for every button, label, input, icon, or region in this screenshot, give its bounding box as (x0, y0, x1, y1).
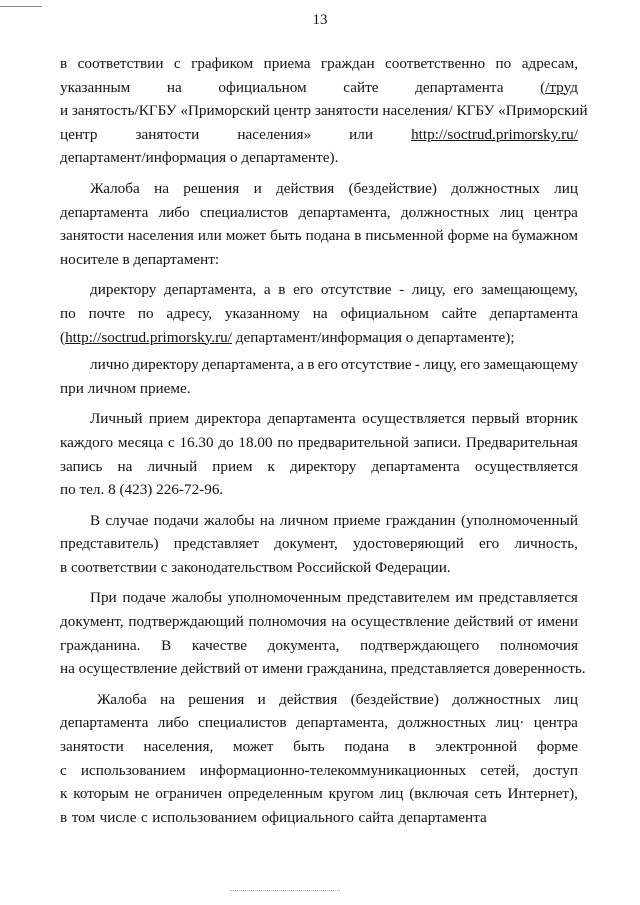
paragraph-gap (60, 400, 578, 407)
word: не (134, 785, 150, 803)
link-text[interactable]: http://soctrud.primorsky.ru/ (411, 125, 578, 143)
word: центра (533, 714, 578, 732)
word: может (225, 227, 267, 245)
word: запись (60, 457, 103, 475)
word: гражданин (385, 511, 456, 529)
word: доступ (533, 761, 578, 779)
word: лиц (379, 785, 404, 803)
word: им (455, 589, 474, 607)
paragraph-gap (60, 502, 578, 509)
text-line (60, 146, 578, 170)
word: его (453, 281, 474, 299)
text-line (60, 782, 578, 806)
text-line (60, 302, 578, 326)
text-line (60, 407, 578, 431)
word: сайте (343, 78, 379, 96)
word: или (197, 227, 222, 245)
word: директора (195, 410, 262, 428)
word: личном (279, 511, 329, 529)
word: должностных (452, 690, 541, 708)
word: лиц (554, 690, 578, 708)
word: Предварительная (465, 433, 578, 451)
word: действий (454, 613, 514, 631)
text-line (60, 123, 578, 147)
text-line (60, 610, 578, 634)
word: решения (188, 690, 245, 708)
word: первый (471, 410, 520, 428)
text-line (60, 431, 578, 455)
paragraph (60, 177, 578, 271)
word: лиц (499, 203, 524, 221)
word: лицу, (411, 281, 446, 299)
text-line (60, 278, 578, 302)
text-line (60, 532, 578, 556)
word: в соответствии с законодательством Российской Федерации. (60, 558, 451, 576)
word: специалистов (199, 203, 289, 221)
word: граждан (320, 55, 375, 72)
word: (включая (409, 785, 469, 803)
word: числе (99, 808, 137, 826)
word: приеме (333, 511, 381, 529)
word: на (259, 511, 275, 529)
word: по тел. 8 (423) 226-72-96. (60, 481, 224, 499)
word: использованием (152, 808, 258, 826)
word: департамента, (164, 281, 257, 299)
text-line (60, 52, 578, 76)
word: по (60, 304, 76, 322)
word: или (349, 125, 373, 143)
word: документа, (267, 636, 340, 654)
word: либо (157, 714, 189, 732)
word: с (173, 55, 181, 72)
word: его (479, 535, 500, 553)
text-line (60, 99, 588, 123)
word: ограничен (155, 785, 223, 803)
word: на (492, 227, 508, 245)
word: департамента (60, 714, 149, 732)
word: лицу, (423, 356, 457, 374)
paragraph (60, 586, 586, 680)
text-line (60, 76, 578, 100)
text-line (60, 759, 578, 783)
word: Жалоба (97, 690, 147, 708)
word: лиц (554, 179, 578, 197)
word: с (167, 433, 175, 451)
paragraph (60, 688, 578, 830)
word: к (60, 785, 68, 803)
text-line (60, 634, 578, 658)
text-line (60, 657, 586, 681)
text-line (60, 248, 578, 272)
word: официальном (218, 78, 307, 96)
word: адресу, (166, 304, 212, 322)
word: лично (90, 356, 130, 374)
link-text[interactable]: (/труд (540, 78, 578, 96)
word: каждого (60, 433, 114, 451)
word: замещающему, (481, 281, 578, 299)
word: и (257, 690, 266, 708)
paragraph-gap (60, 681, 578, 688)
word: предварительной (297, 433, 409, 451)
word: 18.00 (238, 433, 273, 451)
word: населения, (143, 738, 214, 756)
word: сеть (474, 785, 502, 803)
word: на (160, 690, 175, 708)
word: форме (536, 738, 578, 756)
word: от (518, 613, 533, 631)
word: в (60, 808, 68, 826)
word: отсутствие (341, 356, 412, 374)
word: осуществление (350, 613, 450, 631)
word: отсутствие (320, 281, 392, 299)
word: гражданина. (60, 636, 141, 654)
word: (бездействие) (348, 179, 437, 197)
word: - (414, 356, 420, 374)
word: на (166, 78, 182, 96)
paragraph (60, 353, 578, 400)
word: представителем (346, 589, 450, 607)
word: департамента, (201, 356, 295, 374)
word: департамента (415, 78, 504, 96)
word: (http://soctrud.primorsky.ru/ департамент/информация о департаменте); (60, 328, 515, 346)
word: осуществляется (474, 457, 578, 475)
word: быть (270, 227, 302, 245)
word: с (60, 761, 67, 779)
word: - (399, 281, 405, 299)
word: департамента, (298, 203, 391, 221)
word: департамента (398, 808, 487, 826)
text-line (60, 201, 578, 225)
text-line (60, 586, 578, 610)
word: записи. (413, 433, 462, 451)
word: по (137, 304, 154, 322)
text-line (60, 509, 578, 533)
word: подачи (153, 511, 199, 529)
word: в (307, 356, 315, 374)
word: представляет (173, 535, 259, 553)
word: удостоверяющий (353, 535, 464, 553)
paragraph-gap (60, 579, 578, 586)
scan-corner-line (0, 6, 42, 7)
scan-artifact-dots (230, 890, 340, 891)
word: (уполномоченный (460, 511, 578, 529)
paragraph (60, 52, 588, 170)
word: которым (73, 785, 129, 803)
link-text[interactable]: http://soctrud.primorsky.ru/ (65, 328, 232, 346)
paragraph (60, 278, 578, 349)
text-line (60, 377, 578, 401)
word: графиком (191, 55, 254, 72)
word: должностных (451, 179, 540, 197)
word: а (297, 356, 305, 374)
word: подтверждающего (360, 636, 480, 654)
word: почте (88, 304, 125, 322)
word: центра (533, 203, 578, 221)
word: прием (148, 410, 190, 428)
word: носителе в департамент: (60, 250, 220, 268)
word: В (161, 636, 172, 654)
word: его (293, 281, 314, 299)
word: месяца (117, 433, 164, 451)
word: либо (158, 203, 190, 221)
paragraph (60, 509, 578, 580)
word: департамент/информация о департаменте). (60, 149, 339, 167)
word: на осуществление действий от имени гражданина, представляется доверенность. (60, 660, 586, 678)
word: на (154, 179, 169, 197)
word: директору (90, 281, 157, 299)
word: приема (263, 55, 311, 72)
word: его (317, 356, 338, 374)
word: качестве (191, 636, 248, 654)
word: случае (105, 511, 149, 529)
word: занятости (60, 738, 124, 756)
word: быть (293, 738, 325, 756)
word: 16.30 (179, 433, 214, 451)
word: населения (127, 227, 194, 245)
word: жалобы (203, 511, 255, 529)
word: полномочия (248, 613, 327, 631)
word: электронной (435, 738, 518, 756)
word: соответствии (77, 55, 164, 72)
word: должностных (400, 203, 490, 221)
word: должностных (397, 714, 487, 732)
word: в (278, 281, 286, 299)
text-line (60, 177, 578, 201)
word: использованием (80, 761, 186, 779)
word: кругом (328, 785, 374, 803)
word: прием (212, 457, 253, 475)
word: письменной (365, 227, 444, 245)
word: В (90, 511, 101, 529)
word: том (71, 808, 96, 826)
text-line (60, 806, 578, 830)
word: соответственно (385, 55, 486, 72)
word: специалистов (198, 714, 287, 732)
text-line (60, 353, 578, 377)
paragraph-gap (60, 170, 578, 177)
word: при личном приеме. (60, 379, 191, 397)
word: к (267, 457, 275, 475)
word: на (331, 613, 347, 631)
text-line (60, 455, 578, 479)
word: занятости (135, 125, 200, 143)
word: вторник (525, 410, 578, 428)
word: сайта (358, 808, 394, 826)
paragraphs (60, 52, 588, 829)
word: с (141, 808, 148, 826)
word: замещающему (483, 356, 578, 374)
word: и занятость/КГБУ «Приморский центр занятости населения/ КГБУ «Приморский (60, 102, 588, 120)
text-line (60, 688, 578, 712)
word: и (253, 179, 262, 197)
word: документ, (60, 613, 124, 631)
word: Личный (90, 410, 143, 428)
word: решения (183, 179, 240, 197)
word: по (277, 433, 294, 451)
word: департамента (60, 203, 149, 221)
paragraph-gap (60, 271, 578, 278)
text-line (60, 326, 578, 350)
word: информационно-телекоммуникационных (199, 761, 467, 779)
word: указанному (224, 304, 300, 322)
word: сетей, (480, 761, 520, 779)
word: на (312, 304, 328, 322)
word: центр (60, 125, 98, 143)
word: сайте (441, 304, 477, 322)
word: директору (289, 457, 357, 475)
text-line (60, 556, 578, 580)
text-line (60, 711, 578, 735)
text-line (60, 735, 578, 759)
word: Интернет), (507, 785, 578, 803)
word: действия (279, 690, 338, 708)
text-line (60, 478, 578, 502)
word: директору (132, 356, 199, 374)
word: департамента (371, 457, 460, 475)
word: подаче (122, 589, 166, 607)
word: Жалоба (90, 179, 140, 197)
word: уполномоченным (227, 589, 342, 607)
word: подана (344, 738, 389, 756)
paragraph (60, 407, 578, 501)
word: осуществляется (362, 410, 466, 428)
word: в (354, 227, 362, 245)
text-line (60, 224, 578, 248)
word: в (408, 738, 416, 756)
word: жалобы (171, 589, 223, 607)
document-body (60, 52, 588, 829)
word: представляется (478, 589, 578, 607)
word: населения» (237, 125, 312, 143)
word: в (60, 55, 68, 72)
word: представитель) (60, 535, 159, 553)
word: При (90, 589, 117, 607)
word: имени (537, 613, 578, 631)
word: официальном (340, 304, 429, 322)
word: занятости (60, 227, 124, 245)
word: полномочия (499, 636, 578, 654)
word: лиц· (495, 714, 525, 732)
word: (бездействие) (350, 690, 439, 708)
word: действия (276, 179, 335, 197)
word: адресам, (521, 55, 578, 72)
word: может (233, 738, 274, 756)
word: бумажном (511, 227, 578, 245)
word: указанным (60, 78, 131, 96)
word: личный (147, 457, 198, 475)
word: до (218, 433, 234, 451)
word: подана (305, 227, 351, 245)
page-number: 13 (312, 12, 328, 28)
word: личность, (514, 535, 578, 553)
word: департамента (489, 304, 578, 322)
word: его (460, 356, 481, 374)
word: по (495, 55, 512, 72)
word: официального (261, 808, 354, 826)
word: определенным (228, 785, 323, 803)
word: департамента, (295, 714, 389, 732)
word: подтверждающий (128, 613, 244, 631)
word: а (263, 281, 271, 299)
word: форме (447, 227, 489, 245)
word: на (117, 457, 133, 475)
word: департамента (267, 410, 356, 428)
word: документ, (274, 535, 338, 553)
